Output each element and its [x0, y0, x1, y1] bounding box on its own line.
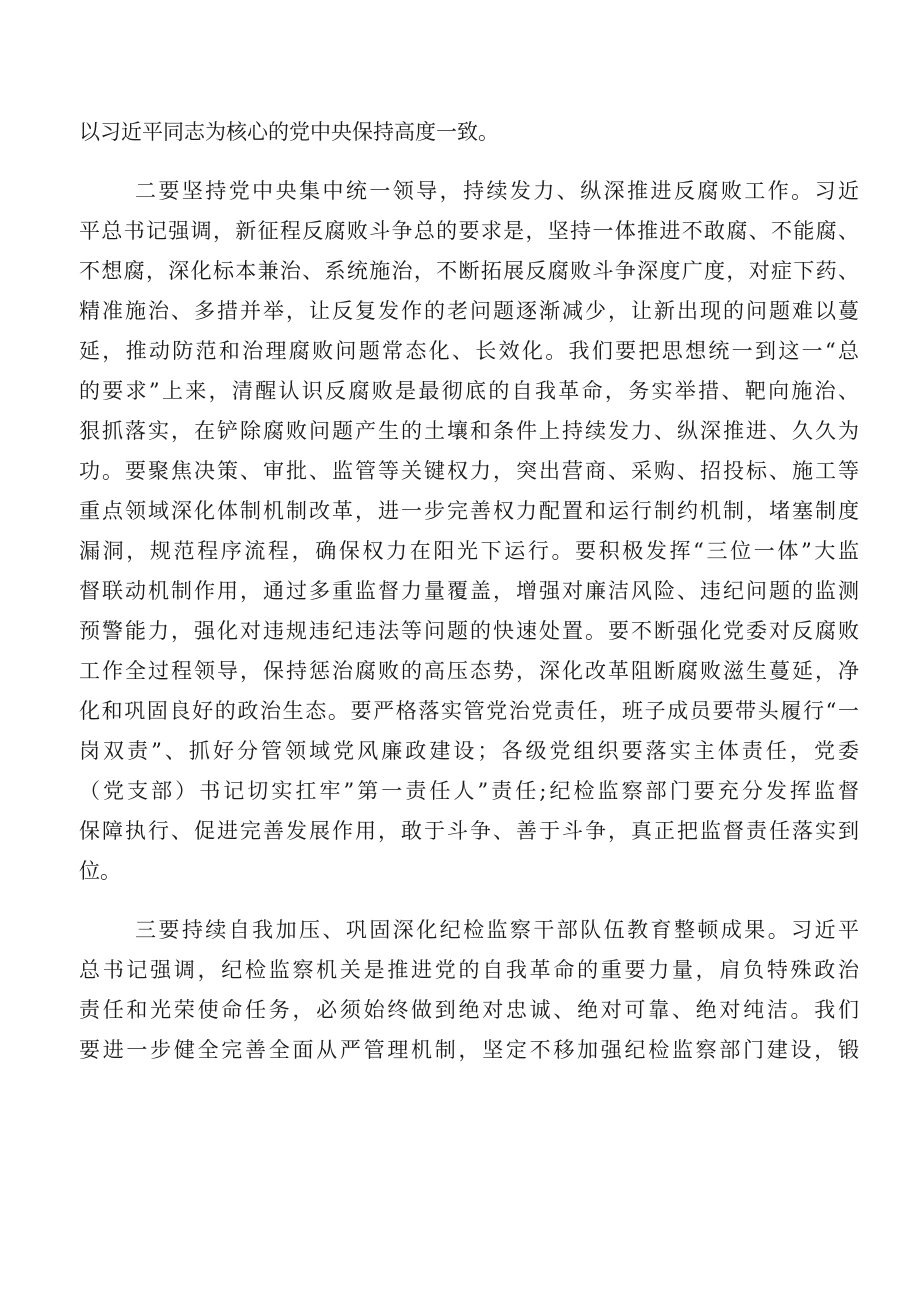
paragraph-2-line: 督联动机制作用，通过多重监督力量覆盖，增强对廉洁风险、违纪问题的监测: [79, 579, 859, 603]
paragraph-2-line: 平总书记强调，新征程反腐败斗争总的要求是，坚持一体推进不敢腐、不能腐、: [79, 219, 859, 243]
paragraph-2-line: 狠抓落实，在铲除腐败问题产生的土壤和条件上持续发力、纵深推进、久久为: [79, 419, 859, 443]
paragraph-2-line: 预警能力，强化对违规违纪违法等问题的快速处置。要不断强化党委对反腐败: [79, 619, 859, 643]
document-body: [79, 112, 859, 1070]
paragraph-2-line: 功。要聚焦决策、审批、监管等关键权力，突出营商、采购、招投标、施工等: [79, 459, 859, 483]
paragraph-gap: [79, 152, 859, 171]
paragraph-1-line: 以习近平同志为核心的党中央保持高度一致。: [79, 120, 499, 144]
paragraph-2-line: 延，推动防范和治理腐败问题常态化、长效化。我们要把思想统一到这一“总: [79, 339, 859, 363]
paragraph-2-line: （党支部）书记切实扛牢”第一责任人”责任;纪检监察部门要充分发挥监督: [79, 779, 859, 803]
paragraph-3-line: 要进一步健全完善全面从严管理机制，坚定不移加强纪检监察部门建设，锻: [79, 1038, 859, 1062]
paragraph-2-line: 岗双责”、抓好分管领域党风廉政建设；各级党组织要落实主体责任，党委: [79, 739, 859, 763]
paragraph-2-line: 化和巩固良好的政治生态。要严格落实管党治党责任，班子成员要带头履行“一: [79, 699, 859, 723]
paragraph-3-line: 总书记强调，纪检监察机关是推进党的自我革命的重要力量，肩负特殊政治: [79, 958, 859, 982]
paragraph-2-line: 精准施治、多措并举，让反复发作的老问题逐渐减少，让新出现的问题难以蔓: [79, 299, 859, 323]
paragraph-2-line: 漏洞，规范程序流程，确保权力在阳光下运行。要积极发挥“三位一体”大监: [79, 539, 859, 563]
paragraph-2-line: 位。: [79, 859, 121, 883]
paragraph-2-line: 保障执行、促进完善发展作用，敢于斗争、善于斗争，真正把监督责任落实到: [79, 819, 859, 843]
paragraph-gap: [79, 891, 859, 910]
paragraph-2-line: 重点领域深化体制机制改革，进一步完善权力配置和运行制约机制，堵塞制度: [79, 499, 859, 523]
paragraph-3-line: 三要持续自我加压、巩固深化纪检监察干部队伍教育整顿成果。习近平: [135, 918, 859, 942]
paragraph-3-line: 责任和光荣使命任务，必须始终做到绝对忠诚、绝对可靠、绝对纯洁。我们: [79, 998, 859, 1022]
paragraph-2-line: 的要求”上来，清醒认识反腐败是最彻底的自我革命，务实举措、靶向施治、: [79, 379, 859, 403]
paragraph-2-line: 二要坚持党中央集中统一领导，持续发力、纵深推进反腐败工作。习近: [135, 179, 859, 203]
paragraph-2-line: 工作全过程领导，保持惩治腐败的高压态势，深化改革阻断腐败滋生蔓延，净: [79, 659, 859, 683]
paragraph-2-line: 不想腐，深化标本兼治、系统施治，不断拓展反腐败斗争深度广度，对症下药、: [79, 259, 859, 283]
